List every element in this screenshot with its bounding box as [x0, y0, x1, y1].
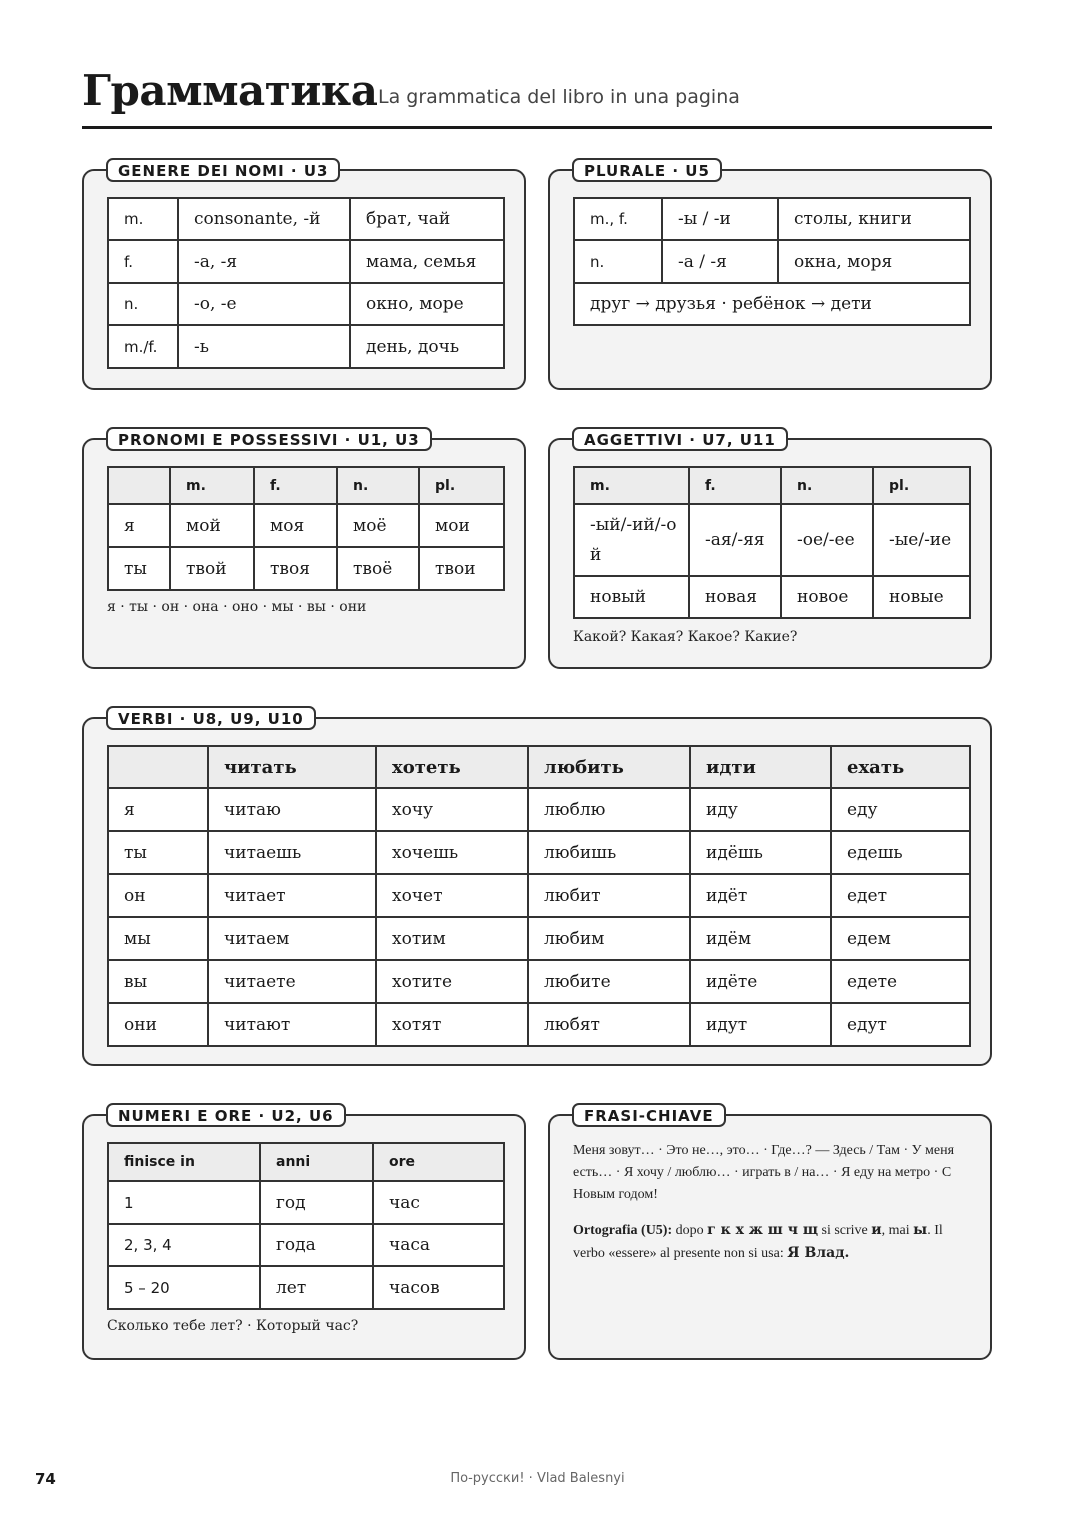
numbers-cell: 5 – 20: [108, 1266, 260, 1309]
verbs-cell: идёт: [690, 874, 831, 917]
table-row: [574, 576, 970, 618]
adjectives-header: f.: [689, 467, 781, 504]
gender-box-label: GENERE DEI NOMI · U3: [106, 158, 340, 182]
orthography-text: , mai: [881, 1223, 914, 1238]
table-row: [108, 917, 970, 960]
pronouns-cell: моя: [254, 504, 337, 547]
verbs-header: хотеть: [376, 746, 528, 788]
pronouns-box-label: PRONOMI E POSSESSIVI · U1, U3: [106, 427, 432, 451]
pronouns-header: pl.: [419, 467, 504, 504]
verbs-box-label: VERBI · U8, U9, U10: [106, 706, 316, 730]
gender-cell: consonante, -й: [178, 198, 350, 240]
table-row: [108, 831, 970, 874]
adjectives-header: n.: [781, 467, 873, 504]
verbs-cell: хотите: [376, 960, 528, 1003]
gender-cell: мама, семья: [350, 240, 504, 283]
plural-table: [573, 197, 971, 326]
plural-cell: -ы / -и: [662, 198, 778, 240]
phrases-box-label: FRASI-CHIAVE: [572, 1103, 726, 1127]
numbers-cell: часов: [373, 1266, 504, 1309]
pronouns-cell: твои: [419, 547, 504, 590]
orthography-letters: г к х ж ш ч щ: [707, 1222, 818, 1238]
verbs-cell: идём: [690, 917, 831, 960]
numbers-cell: часа: [373, 1224, 504, 1266]
phrases-box: [548, 1107, 992, 1360]
plural-cell: столы, книги: [778, 198, 970, 240]
gender-cell: -а, -я: [178, 240, 350, 283]
verbs-cell: хочешь: [376, 831, 528, 874]
adjectives-example: новый: [574, 576, 689, 618]
verbs-cell: ты: [108, 831, 208, 874]
orthography-text: . Il verbo «essere» al presente non si usa:: [573, 1223, 943, 1261]
numbers-note: Сколько тебе лет? · Который час?: [107, 1318, 359, 1334]
verbs-cell: идут: [690, 1003, 831, 1046]
table-row: [108, 788, 970, 831]
pronouns-header: f.: [254, 467, 337, 504]
gender-box: [82, 162, 526, 390]
numbers-cell: час: [373, 1181, 504, 1224]
verbs-header: любить: [528, 746, 690, 788]
table-row: [108, 1143, 504, 1181]
adjectives-ending: -ый/-ий/-ой: [574, 504, 689, 576]
gender-cell: m.: [108, 198, 178, 240]
verbs-cell: читает: [208, 874, 376, 917]
verbs-cell: вы: [108, 960, 208, 1003]
orthography-letter-y: ы: [913, 1222, 928, 1238]
adjectives-box-label: AGGETTIVI · U7, U11: [572, 427, 788, 451]
gender-cell: -ь: [178, 325, 350, 368]
table-row: [108, 874, 970, 917]
page-number: 74: [35, 1470, 56, 1488]
table-row: [108, 746, 970, 788]
verbs-cell: любите: [528, 960, 690, 1003]
verbs-cell: я: [108, 788, 208, 831]
numbers-box-label: NUMERI E ORE · U2, U6: [106, 1103, 346, 1127]
table-row: [108, 325, 504, 368]
orthography-label: Ortografia (U5):: [573, 1223, 673, 1238]
numbers-box: [82, 1107, 526, 1360]
adjectives-header: pl.: [873, 467, 970, 504]
verbs-header: [108, 746, 208, 788]
gender-cell: брат, чай: [350, 198, 504, 240]
plural-box: [548, 162, 992, 390]
gender-table: [107, 197, 505, 369]
table-row: [108, 504, 504, 547]
verbs-box: [82, 710, 992, 1066]
verbs-cell: любит: [528, 874, 690, 917]
verbs-cell: хотим: [376, 917, 528, 960]
gender-cell: m./f.: [108, 325, 178, 368]
adjectives-example: новые: [873, 576, 970, 618]
pronouns-cell: твой: [170, 547, 254, 590]
verbs-cell: идёте: [690, 960, 831, 1003]
adjectives-example: новое: [781, 576, 873, 618]
orthography-text: si scrive: [818, 1223, 872, 1238]
adjectives-ending: -ое/-ее: [781, 504, 873, 576]
pronouns-header: m.: [170, 467, 254, 504]
orthography-letter-i: и: [871, 1222, 882, 1238]
page-subtitle: La grammatica del libro in una pagina: [378, 86, 740, 108]
footer-credit: По-русски! · Vlad Balesnyi: [450, 1471, 625, 1486]
pronouns-cell: моё: [337, 504, 419, 547]
plural-cell: n.: [574, 240, 662, 283]
table-row: [108, 1181, 504, 1224]
verbs-cell: хочет: [376, 874, 528, 917]
verbs-cell: хотят: [376, 1003, 528, 1046]
verbs-cell: любят: [528, 1003, 690, 1046]
orthography-note: [573, 1219, 973, 1265]
table-row: [108, 1224, 504, 1266]
orthography-text: dopo: [672, 1223, 708, 1238]
numbers-header: finisce in: [108, 1143, 260, 1181]
adjectives-ending: -ые/-ие: [873, 504, 970, 576]
gender-cell: f.: [108, 240, 178, 283]
phrases-text: Меня зовут… · Это не…, это… · Где…? — Здесь / Там · У меня есть… · Я хочу / люблю… · играть в / на… · Я еду на метро · С Новым годом!: [573, 1143, 955, 1202]
verbs-cell: он: [108, 874, 208, 917]
numbers-cell: 2, 3, 4: [108, 1224, 260, 1266]
adjectives-box: [548, 431, 992, 669]
table-row: [108, 198, 504, 240]
pronouns-box: [82, 431, 526, 669]
table-row: [574, 467, 970, 504]
table-row: [108, 1003, 970, 1046]
gender-cell: день, дочь: [350, 325, 504, 368]
pronouns-table: [107, 466, 505, 591]
gender-cell: -о, -е: [178, 283, 350, 325]
pronouns-cell: мои: [419, 504, 504, 547]
verbs-cell: едем: [831, 917, 970, 960]
table-row: [574, 198, 970, 240]
verbs-cell: идёшь: [690, 831, 831, 874]
numbers-cell: года: [260, 1224, 373, 1266]
pronouns-header: n.: [337, 467, 419, 504]
table-row: [574, 504, 970, 576]
adjectives-header: m.: [574, 467, 689, 504]
pronouns-header: [108, 467, 170, 504]
plural-cell: окна, моря: [778, 240, 970, 283]
numbers-cell: год: [260, 1181, 373, 1224]
verbs-cell: едешь: [831, 831, 970, 874]
verbs-cell: любишь: [528, 831, 690, 874]
adjectives-ending: -ая/-яя: [689, 504, 781, 576]
verbs-cell: хочу: [376, 788, 528, 831]
verbs-cell: еду: [831, 788, 970, 831]
plural-box-label: PLURALE · U5: [572, 158, 722, 182]
adjectives-example: новая: [689, 576, 781, 618]
gender-cell: n.: [108, 283, 178, 325]
pronouns-cell: ты: [108, 547, 170, 590]
verbs-cell: читаете: [208, 960, 376, 1003]
numbers-cell: лет: [260, 1266, 373, 1309]
pronouns-cell: я: [108, 504, 170, 547]
gender-cell: окно, море: [350, 283, 504, 325]
verbs-cell: читаешь: [208, 831, 376, 874]
pronouns-note: я · ты · он · она · оно · мы · вы · они: [107, 599, 367, 615]
table-row: [574, 240, 970, 283]
page-header: [82, 60, 992, 129]
numbers-table: [107, 1142, 505, 1310]
numbers-header: anni: [260, 1143, 373, 1181]
verbs-cell: едут: [831, 1003, 970, 1046]
verbs-cell: читаю: [208, 788, 376, 831]
table-row: [108, 467, 504, 504]
verbs-table: [107, 745, 971, 1047]
plural-irregular: друг → друзья · ребёнок → дети: [574, 283, 970, 325]
verbs-cell: читают: [208, 1003, 376, 1046]
page-title: Грамматика: [82, 66, 378, 115]
adjectives-table: [573, 466, 971, 619]
pronouns-cell: мой: [170, 504, 254, 547]
numbers-cell: 1: [108, 1181, 260, 1224]
verbs-cell: едет: [831, 874, 970, 917]
table-row: [108, 1266, 504, 1309]
table-row: [574, 283, 970, 325]
adjectives-note: Какой? Какая? Какое? Какие?: [573, 629, 798, 645]
plural-cell: -а / -я: [662, 240, 778, 283]
orthography-example: Я Влад.: [787, 1245, 850, 1261]
verbs-cell: иду: [690, 788, 831, 831]
verbs-cell: едете: [831, 960, 970, 1003]
pronouns-cell: твоё: [337, 547, 419, 590]
verbs-header: читать: [208, 746, 376, 788]
verbs-cell: любим: [528, 917, 690, 960]
verbs-cell: они: [108, 1003, 208, 1046]
verbs-cell: мы: [108, 917, 208, 960]
verbs-cell: читаем: [208, 917, 376, 960]
verbs-header: идти: [690, 746, 831, 788]
table-row: [108, 960, 970, 1003]
table-row: [108, 240, 504, 283]
table-row: [108, 547, 504, 590]
table-row: [108, 283, 504, 325]
numbers-header: ore: [373, 1143, 504, 1181]
pronouns-cell: твоя: [254, 547, 337, 590]
verbs-header: ехать: [831, 746, 970, 788]
plural-cell: m., f.: [574, 198, 662, 240]
verbs-cell: люблю: [528, 788, 690, 831]
